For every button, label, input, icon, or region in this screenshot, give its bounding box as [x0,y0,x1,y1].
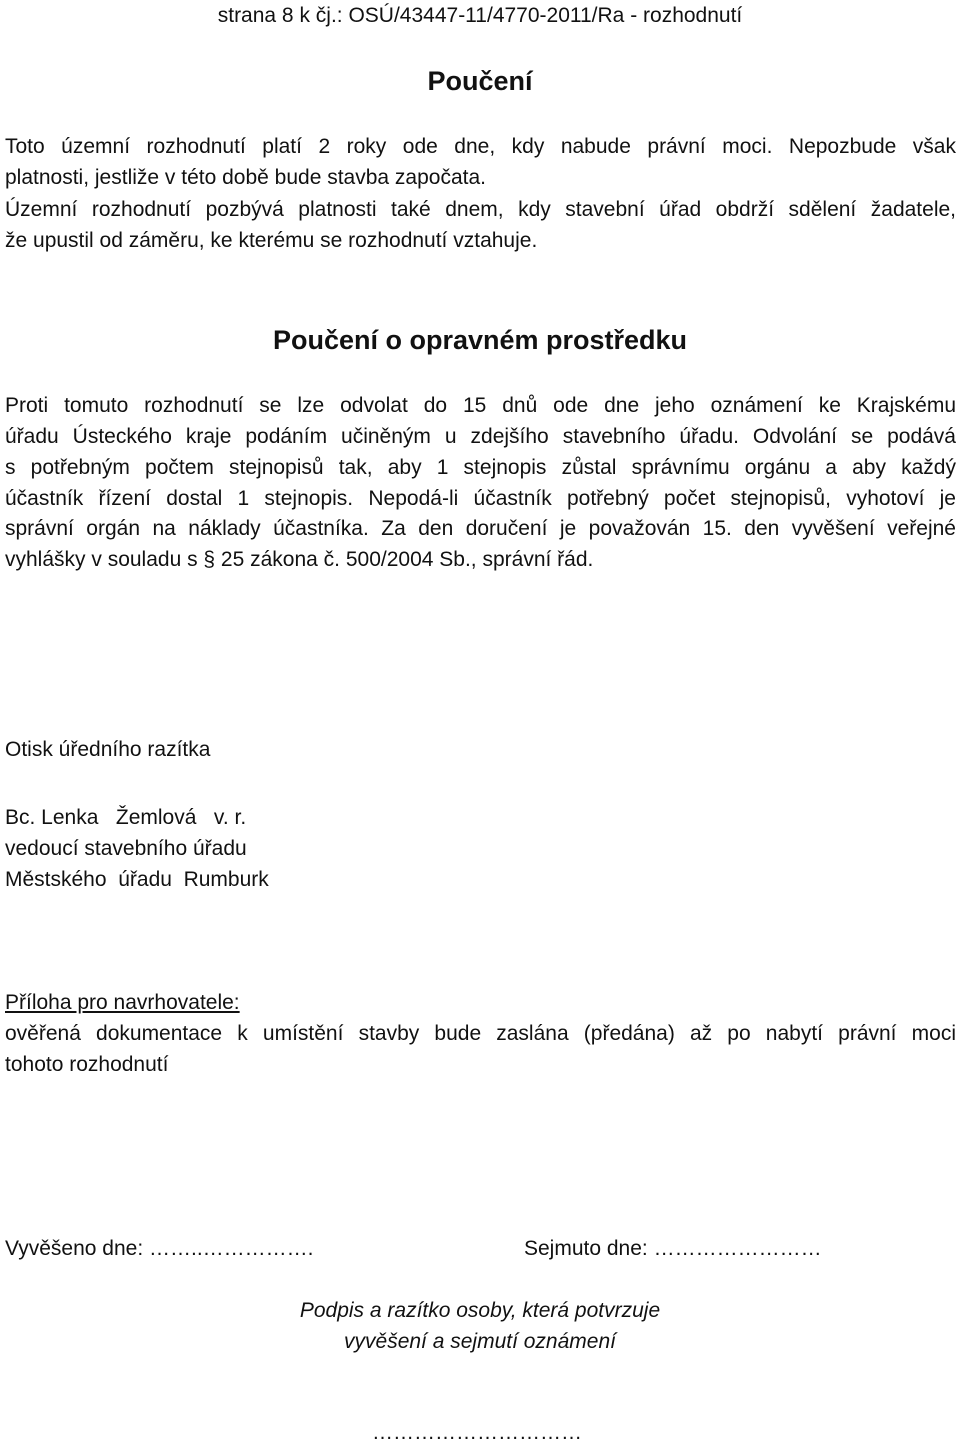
attachment-line: ověřená dokumentace k umístění stavby bude zaslána (předána) až po nabytí právní moci [5,1022,956,1045]
page-title: Poučení [427,66,533,96]
signature-note-line: vyvěšení a sejmutí oznámení [344,1330,616,1353]
intro-line: Toto územní rozhodnutí platí 2 roky ode dne, kdy nabude právní moci. Nepozbude však [5,135,956,158]
stamp-label: Otisk úředního razítka [5,738,211,761]
appeal-line: správní orgán na náklady účastníka. Za den doručení je považován 15. den vyvěšení veřejné [5,517,956,540]
posted-date-label: Vyvěšeno dne: ……..……………. [5,1237,314,1260]
signatory-position: vedoucí stavebního úřadu [5,837,247,860]
attachment-heading: Příloha pro navrhovatele: [5,991,240,1014]
signatory-office: Městského úřadu Rumburk [5,868,269,891]
appeal-line: s potřebným počtem stejnopisů tak, aby 1 stejnopis zůstal správnímu orgánu a aby každý [5,456,956,479]
appeal-line: úřadu Ústeckého kraje podáním učiněným u zdejšího stavebního úřadu. Odvolání se podává [5,425,956,448]
signature-dots: ………………………… [372,1421,582,1444]
signatory-name: Bc. Lenka Žemlová v. r. [5,806,247,829]
appeal-title: Poučení o opravném prostředku [272,325,688,355]
intro-line: Územní rozhodnutí pozbývá platnosti také dnem, kdy stavební úřad obdrží sdělení žadatele, [5,198,956,221]
intro-line: že upustil od záměru, ke kterému se rozhodnutí vztahuje. [5,229,538,252]
removed-date-label: Sejmuto dne: …………………… [524,1237,822,1260]
page-header: strana 8 k čj.: OSÚ/43447-11/4770-2011/Ra - rozhodnutí [217,4,743,27]
attachment-line: tohoto rozhodnutí [5,1053,169,1076]
appeal-line: vyhlášky v souladu s § 25 zákona č. 500/2004 Sb., správní řád. [5,548,594,571]
intro-line: platnosti, jestliže v této době bude stavba započata. [5,166,486,189]
signature-note-line: Podpis a razítko osoby, která potvrzuje [299,1299,661,1322]
appeal-line: Proti tomuto rozhodnutí se lze odvolat do 15 dnů ode dne jeho oznámení ke Krajskému [5,394,956,417]
appeal-line: účastník řízení dostal 1 stejnopis. Nepodá-li účastník potřebný počet stejnopisů, vyhotoví je [5,487,956,510]
